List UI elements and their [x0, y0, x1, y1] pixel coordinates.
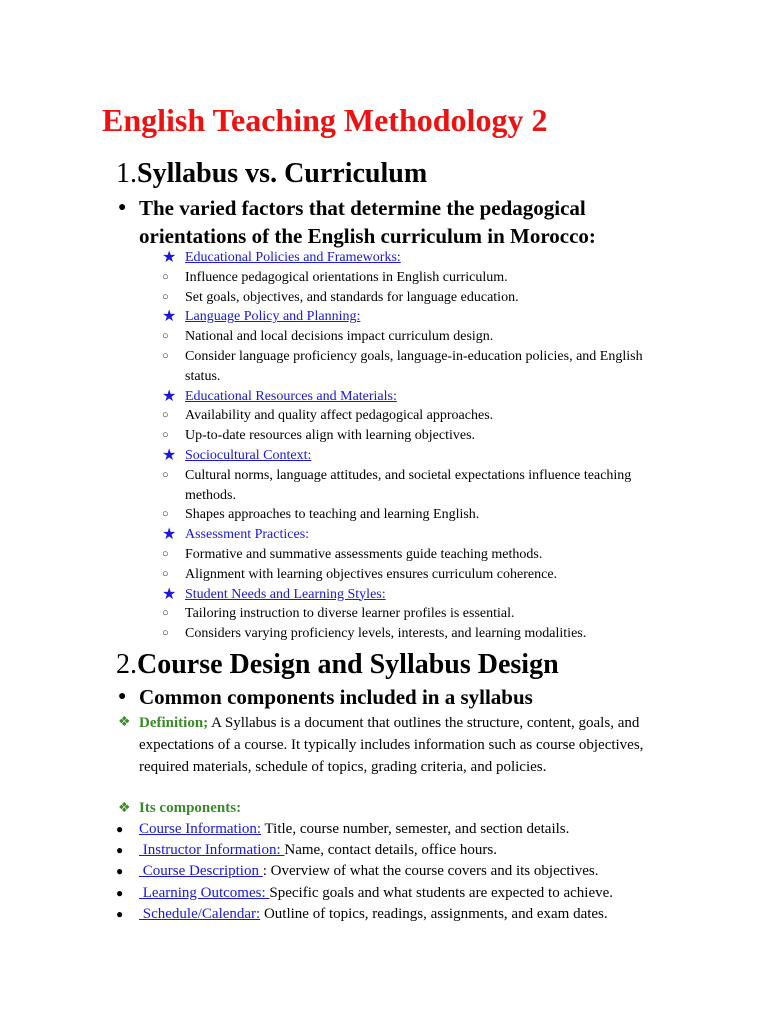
component-text: Outline of topics, readings, assignments, and exam dates.	[260, 905, 608, 922]
circle-bullet-icon: ○	[162, 429, 169, 442]
circle-bullet-icon: ○	[162, 290, 169, 303]
factor-item-text: Tailoring instruction to diverse learner profiles is essential.	[185, 606, 515, 622]
circle-bullet-icon: ○	[162, 349, 169, 362]
factor-item	[162, 624, 662, 644]
components-label: Its components:	[139, 800, 242, 816]
circle-bullet-icon: ○	[162, 330, 169, 343]
factors-list	[162, 248, 662, 644]
component-item	[116, 861, 676, 882]
star-icon: ★	[162, 308, 177, 326]
circle-bullet-icon: ○	[162, 270, 169, 283]
section-1-title: Syllabus vs. Curriculum	[137, 158, 428, 189]
factor-heading	[162, 525, 662, 545]
factor-heading	[162, 446, 662, 466]
factor-item-text: National and local decisions impact curriculum design.	[185, 329, 494, 345]
factor-item	[162, 406, 662, 426]
components-list	[116, 819, 676, 925]
section-1-heading	[116, 157, 427, 191]
circle-bullet-icon: ○	[162, 468, 169, 481]
circle-bullet-icon: ○	[162, 567, 169, 580]
factor-item-text: Availability and quality affect pedagogical approaches.	[185, 408, 494, 424]
factor-item-text: Alignment with learning objectives ensures curriculum coherence.	[185, 566, 558, 582]
circle-bullet-icon: ○	[162, 607, 169, 620]
component-text: Name, contact details, office hours.	[284, 842, 497, 859]
star-icon: ★	[162, 585, 177, 603]
component-text: : Overview of what the course covers and its objectives.	[262, 863, 599, 880]
bullet-icon: ●	[116, 864, 124, 879]
component-text: Specific goals and what students are expected to achieve.	[269, 884, 614, 901]
factor-item-text: Influence pedagogical orientations in English curriculum.	[185, 269, 508, 285]
factor-item	[162, 466, 662, 506]
bullet-icon: ●	[116, 906, 124, 921]
section-1-bullet-line2: orientations of the English curriculum in Morocco:	[139, 224, 596, 248]
page-title: English Teaching Methodology 2	[102, 102, 548, 138]
factor-item-text: Consider language proficiency goals, language-in-education policies, and English status.	[185, 348, 643, 384]
component-item	[116, 819, 676, 840]
factor-item	[162, 268, 662, 288]
component-link[interactable]: Course Description	[139, 863, 263, 880]
component-item	[116, 840, 676, 861]
section-2-heading	[116, 648, 559, 682]
component-link[interactable]: Learning Outcomes:	[139, 884, 270, 901]
components-heading	[118, 797, 241, 820]
star-icon: ★	[162, 526, 177, 544]
circle-bullet-icon: ○	[162, 627, 169, 640]
component-link[interactable]: Course Information:	[139, 821, 262, 837]
factor-heading	[162, 585, 662, 605]
section-2-title: Course Design and Syllabus Design	[137, 649, 559, 680]
diamond-bullet-icon: ❖	[118, 715, 131, 730]
factor-item	[162, 327, 662, 347]
factor-heading	[162, 248, 662, 268]
section-2-bullet: Common components included in a syllabus	[139, 685, 533, 709]
factor-item	[162, 505, 662, 525]
factor-heading	[162, 387, 662, 407]
circle-bullet-icon: ○	[162, 409, 169, 422]
factor-item-text: Set goals, objectives, and standards for language education.	[185, 289, 519, 305]
factor-item-text: Up-to-date resources align with learning objectives.	[185, 428, 476, 444]
factor-heading-link[interactable]: Student Needs and Learning Styles:	[185, 586, 386, 602]
factor-item	[162, 347, 662, 387]
definition-body: A Syllabus is a document that outlines the structure, content, goals, and expectations of a course. It typically includes information such as course objectives, required materials, schedule of topics, grading criteria, and policies.	[139, 715, 644, 775]
circle-bullet-icon: ○	[162, 508, 169, 521]
factor-heading-link[interactable]: Educational Resources and Materials:	[185, 388, 397, 404]
star-icon: ★	[162, 249, 177, 266]
component-link[interactable]: Instructor Information:	[139, 842, 285, 859]
factor-heading-link[interactable]: Sociocultural Context:	[185, 447, 312, 463]
section-2-number: 2.	[116, 649, 137, 680]
component-item	[116, 883, 676, 904]
factor-heading-link[interactable]: Educational Policies and Frameworks:	[185, 250, 401, 265]
factor-item	[162, 288, 662, 308]
factor-item	[162, 565, 662, 585]
factor-heading-link[interactable]: Language Policy and Planning:	[185, 309, 361, 325]
definition-text	[139, 712, 663, 778]
section-1-bullet	[139, 194, 596, 250]
bullet-icon: ●	[118, 689, 127, 704]
bullet-icon: ●	[116, 885, 124, 900]
factor-item-text: Cultural norms, language attitudes, and societal expectations influence teaching methods.	[185, 467, 632, 503]
factor-item-text: Considers varying proficiency levels, interests, and learning modalities.	[185, 626, 587, 642]
definition-block	[118, 712, 663, 778]
definition-label: Definition;	[139, 715, 209, 731]
diamond-bullet-icon: ❖	[118, 801, 131, 816]
section-1-bullet-line1: The varied factors that determine the pedagogical	[139, 196, 586, 220]
factor-item	[162, 545, 662, 565]
star-icon: ★	[162, 387, 177, 405]
factor-item	[162, 604, 662, 624]
component-text: Title, course number, semester, and section details.	[261, 821, 570, 837]
bullet-icon: ●	[116, 843, 124, 858]
bullet-icon: ●	[118, 200, 127, 215]
factor-item-text: Formative and summative assessments guide teaching methods.	[185, 546, 543, 562]
factor-heading	[162, 307, 662, 327]
star-icon: ★	[162, 446, 177, 464]
component-item	[116, 904, 676, 925]
circle-bullet-icon: ○	[162, 547, 169, 560]
section-1-number: 1.	[116, 158, 137, 189]
factor-heading-link: Assessment Practices:	[185, 527, 310, 543]
factor-item-text: Shapes approaches to teaching and learning English.	[185, 507, 480, 523]
bullet-icon: ●	[116, 822, 124, 836]
factor-item	[162, 426, 662, 446]
component-link[interactable]: Schedule/Calendar:	[139, 905, 261, 922]
